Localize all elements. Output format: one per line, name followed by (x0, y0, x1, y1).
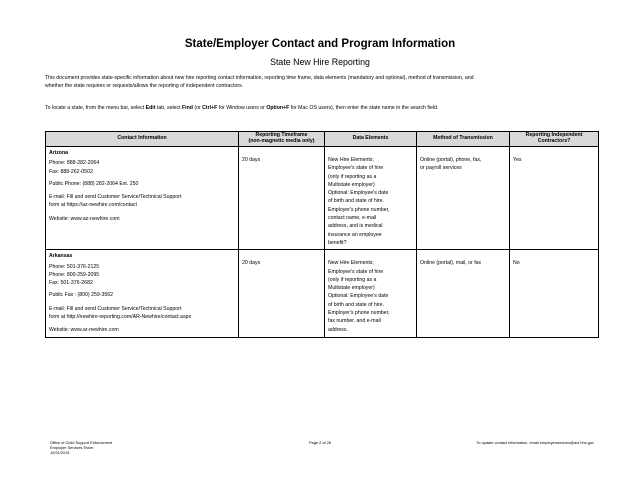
table-row (46, 250, 599, 337)
contractors-text: Yes (513, 157, 522, 163)
method-text-line-1: Online (portal), phone, fax, (420, 157, 482, 163)
page-subtitle: State New Hire Reporting (270, 57, 370, 67)
contact-cell (46, 250, 239, 337)
intro-line-1: This document provides state-specific information about new hire reporting contact information, reporting time frame, data elements (mandatory and optional), method of transmission, and (45, 75, 474, 81)
header-method-of-transmission: Method of Transmission (417, 132, 510, 147)
contractors-cell (510, 147, 599, 250)
data-element-line: fax number, and e-mail (328, 318, 381, 325)
data-element-line: Multistate employer) (328, 285, 375, 292)
fax-text: Fax: 501-376-2682 (49, 280, 93, 287)
data-element-line: of birth and state of hire. (328, 198, 384, 205)
data-element-line: (only if reporting as a (328, 173, 377, 180)
footer-office-name: Office of Child Support Enforcement (50, 440, 113, 445)
footer-date: 10/31/2015 (50, 450, 70, 456)
state-name: Arkansas (49, 253, 73, 260)
data-element-line: (only if reporting as a (328, 276, 377, 283)
contractors-cell (510, 250, 599, 337)
method-text-line-1: Online (portal), mail, or fax (420, 260, 482, 267)
data-element-line: benefit? (328, 239, 347, 246)
method-cell (417, 250, 510, 337)
state-name: Arizona (49, 150, 69, 156)
edit-keyword: Edit (145, 105, 156, 111)
data-element-line: New Hire Elements; (328, 260, 374, 267)
header-contact-information: Contact Information (46, 132, 239, 147)
fax-text: Fax: 888-262-0502 (49, 168, 93, 175)
data-element-line: address. (328, 326, 348, 333)
header-contractors-line-2: Contractors? (537, 138, 571, 144)
timeframe-text: 20 days (242, 260, 261, 267)
table-header-row (46, 132, 599, 147)
email-text-line-2: form at http://newhire-reporting.com/AR-Newhire/contact.aspx (49, 314, 192, 321)
phone-text: Phone: 888-282-2064 (49, 160, 100, 167)
locate-instructions (45, 104, 600, 112)
data-element-line: insurance an employee (328, 231, 382, 238)
data-element-line: Employer's phone number, (328, 206, 390, 213)
method-text-line-2: or payroll services (420, 165, 462, 172)
data-elements-cell (325, 147, 417, 250)
contact-cell (46, 147, 239, 250)
data-element-line: of birth and state of hire. (328, 301, 384, 308)
header-data-elements: Data Elements (325, 132, 417, 147)
locate-text-5: for Mac OS users), then enter the state name in the search field. (289, 105, 439, 111)
locate-text-2: tab, select (155, 105, 182, 111)
find-keyword: Find (181, 105, 193, 111)
data-element-line: contact name, e-mail (328, 215, 377, 222)
header-timeframe-line-2: (non-magnetic media only) (248, 138, 315, 144)
public-phone-text: Public Phone: (888) 282-2064 Ext. 250 (49, 180, 139, 187)
data-elements-cell (325, 250, 417, 337)
footer-update-contact: To update contact information, email employerservices@acf.hhs.gov (476, 440, 594, 445)
header-reporting-timeframe (239, 132, 325, 147)
intro-line-2: whether the state requires or requests/allows the reporting of independent contractors. (45, 83, 244, 89)
footer-page-number: Page 2 of 26 (308, 440, 332, 445)
data-element-line: Optional: Employee's date (328, 190, 389, 197)
website-text: Website: www.az-newhire.com (49, 215, 120, 222)
timeframe-text: 20 days (242, 157, 261, 163)
locate-text-1: To locate a state, from the menu bar, select (45, 105, 146, 111)
header-timeframe-line-1: Reporting Timeframe (255, 132, 308, 139)
intro-paragraph (45, 74, 600, 90)
data-element-line: Employee's state of hire (328, 268, 384, 275)
footer-team-name: Employer Services Team (50, 445, 93, 451)
header-independent-contractors (510, 132, 599, 147)
page-title: State/Employer Contact and Program Information (184, 38, 456, 50)
locate-text-3: (or (192, 105, 203, 111)
data-element-line: Multistate employer) (328, 181, 375, 188)
data-element-line: Optional: Employee's date (328, 293, 389, 300)
timeframe-cell (239, 250, 325, 337)
table-row (46, 147, 599, 250)
option-f-keyword: Option+F (266, 105, 290, 111)
timeframe-cell (239, 147, 325, 250)
data-element-line: address, and is medical (328, 223, 383, 230)
ctrl-f-keyword: Ctrl+F (202, 105, 218, 111)
email-text-line-1: E-mail: Fill and send Customer Service/Technical Support (49, 194, 182, 201)
data-element-line: Employee's state of hire (328, 165, 384, 172)
data-element-line: New Hire Elements; (328, 157, 374, 163)
header-contractors-line-1: Reporting Independent (525, 132, 583, 139)
data-element-line: Employer's phone number, (328, 310, 390, 317)
email-text-line-1: E-mail: Fill and send Customer Service/Technical Support (49, 305, 182, 312)
contractors-text: No (513, 260, 520, 267)
website-text: Website: www.ar-newhire.com (49, 327, 119, 334)
phone-text: Phone: 501-376-2125 (49, 263, 100, 270)
state-contact-table (45, 131, 599, 338)
email-text-line-2: form at https://az-newhire.com/contact (49, 202, 137, 209)
public-fax-text: Public Fax : (800) 259-3562 (49, 292, 114, 299)
phone-2-text: Phone: 800-259-2095 (49, 271, 100, 278)
method-cell (417, 147, 510, 250)
locate-text-4: for Window users or (217, 105, 267, 111)
